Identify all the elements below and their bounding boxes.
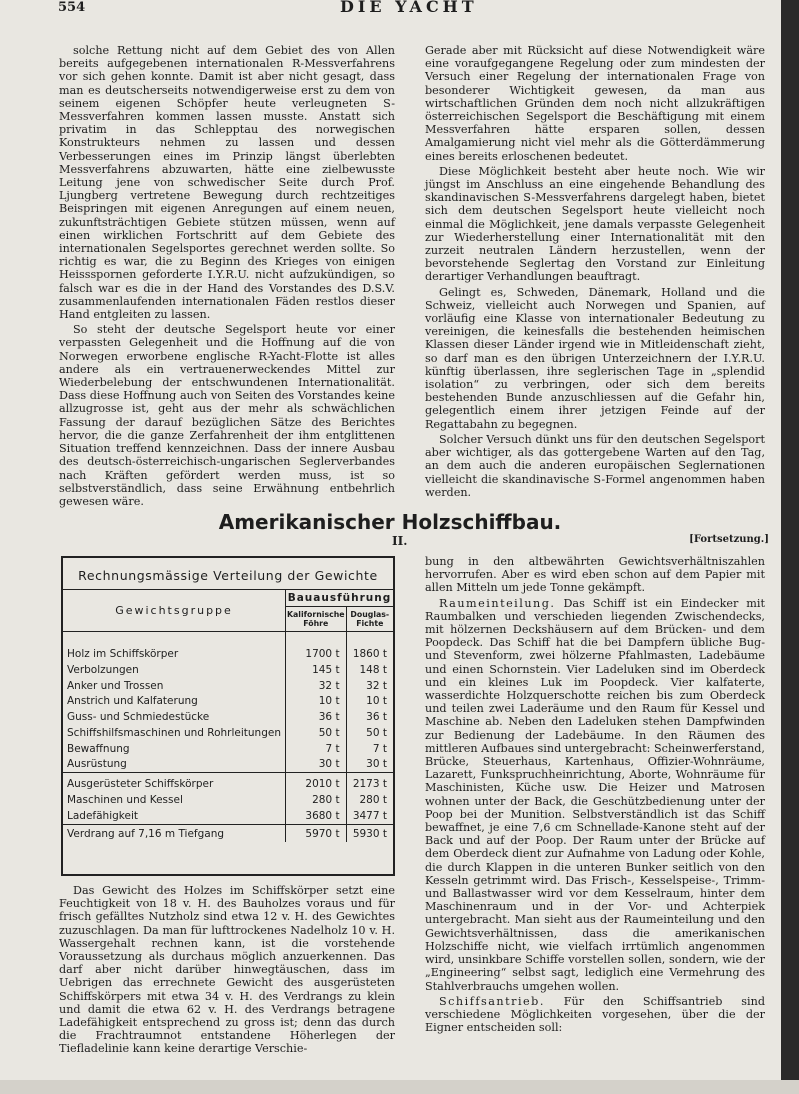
paragraph (425, 995, 765, 1035)
value-douglas-fir: 2173 t (346, 773, 393, 792)
table-row (63, 757, 393, 773)
journal-title: DIE YACHT (340, 0, 478, 16)
value-douglas-fir: 1860 t (346, 632, 393, 662)
value-douglas-fir: 32 t (346, 678, 393, 694)
row-label: Ausgerüsteter Schiffskörper (63, 773, 286, 792)
value-california-pine: 50 t (286, 725, 347, 741)
section-lead: Schiffsantrieb. (439, 994, 545, 1008)
column-top-left (59, 44, 395, 508)
weights-table-caption: Rechnungsmässige Verteilung der Gewichte (63, 558, 393, 590)
weights-sum-rows (63, 773, 393, 824)
row-label: Schiffshilfsmaschinen und Rohrleitungen (67, 726, 281, 739)
column-bottom-right (425, 555, 765, 1034)
value-california-pine: 7 t (286, 741, 347, 757)
value-douglas-fir: 30 t (346, 757, 393, 773)
value-douglas-fir: 3477 t (346, 808, 393, 824)
table-row (63, 792, 393, 808)
paragraph: solche Rettung nicht auf dem Gebiet des von Allen bereits aufgegebenen internationalen R-Messverfahrens vor sich gehen konnte. Damit ist aber nicht gesagt, dass man es deutscherseits notwendigerweise erst zu dem von seinem eigenen Schöpfer heute verleugneten S-Messverfahren kommen lassen musste. Anstatt sich privatim in das Schlepptau des norwegischen Konstrukteurs nehmen zu lassen und dessen Verbesserungen eines im Prinzip längst überlebten Messverfahrens abzuwarten, hätte eine zielbewusste Leitung jene von schwedischer Seite durch Prof. Ljungberg vertretene Bewegung durch rechtzeitiges Beispringen mit eigenen Anregungen auf einem neuen, zukunftsträchtigen Gebiete stützen müssen, wenn auf einen wirklichen Fortschritt auf dem Gebiete des internationalen Segelsportes gerechnet werden sollte. So richtig es war, die zu Beginn des Krieges von einigen Heissspornen geforderte I.Y.R.U. nicht aufzukündigen, so falsch war es die in der Hand des Vorstandes des D.S.V. zusammenlaufenden internationalen Fäden restlos dieser Hand entgleiten zu lassen. (59, 44, 395, 322)
row-label: Anstrich und Kalfaterung (67, 695, 198, 708)
paragraph (425, 555, 765, 595)
row-label: Ausrüstung (67, 758, 127, 771)
value-douglas-fir: 5930 t (346, 824, 393, 841)
column-top-right (425, 44, 765, 499)
value-california-pine: 5970 t (286, 824, 347, 841)
group-header: Gewichtsgruppe (63, 590, 286, 632)
row-label: Ladefähigkeit (67, 809, 138, 822)
page-number: 554 (58, 0, 86, 15)
table-row (63, 678, 393, 694)
subheader-douglas-fir: Douglas-Fichte (346, 607, 393, 632)
paragraph-text: bung in den altbewährten Gewichtsverhältniszahlen hervorrufen. Aber es wird eben schon auf dem Papier mit allen Mitteln um jede Tonne gekämpft. (425, 555, 765, 595)
running-head (0, 0, 780, 16)
value-california-pine: 280 t (286, 792, 347, 808)
paragraph: Gerade aber mit Rücksicht auf diese Notwendigkeit wäre eine voraufgegangene Regelung oder zum mindesten der Versuch einer Regelung der internationalen Frage von besonderer Wichtigkeit gewesen, da man aus wirtschaftlichen Gründen dem noch nicht allzukräftigen österreichischen Segelsport die Beschäftigung mit einem Messverfahren hätte ersparen sollen, dessen Amalgamierung nicht viel mehr als die Götterdämmerung eines bereits erloschenen bedeutet. (425, 44, 765, 163)
weights-main-rows (63, 632, 393, 773)
value-douglas-fir: 36 t (346, 709, 393, 725)
continuation-note: [Fortsetzung.] (689, 534, 769, 545)
row-label: Verbolzungen (67, 663, 139, 676)
table-row (63, 693, 393, 709)
value-california-pine: 36 t (286, 709, 347, 725)
value-california-pine: 145 t (286, 662, 347, 678)
value-california-pine: 32 t (286, 678, 347, 694)
value-california-pine: 30 t (286, 757, 347, 773)
value-california-pine: 1700 t (286, 632, 347, 662)
table-row (63, 632, 393, 662)
weights-table-box (61, 556, 395, 876)
paragraph: Gelingt es, Schweden, Dänemark, Holland und die Schweiz, vielleicht auch Norwegen und Spanien, auf vorläufig eine Klasse von internationaler Bedeutung zu vereinigen, die keinesfalls die bestehenden heimischen Klassen dieser Länder irgend wie in Mitleidenschaft zieht, so darf man es den übrigen Unterzeichnern der I.Y.R.U. künftig überlassen, ihre seglerischen Tage in „splendid isolation“ zu verbringen, oder sich dem bereits bestehenden Bunde anzuschliessen auf die Gefahr hin, gelegentlich einem ihrer jetzigen Feinde auf der Regattabahn zu begegnen. (425, 285, 765, 431)
weights-table-header-row (63, 590, 393, 607)
weights-table (63, 590, 393, 842)
article-title: Amerikanischer Holzschiffbau. (218, 510, 562, 534)
row-label: Anker und Trossen (67, 679, 164, 692)
value-douglas-fir: 148 t (346, 662, 393, 678)
value-douglas-fir: 280 t (346, 792, 393, 808)
row-label: Maschinen und Kessel (67, 794, 183, 807)
column-bottom-left (59, 884, 395, 1056)
row-label: Verdrang auf 7,16 m Tiefgang (63, 824, 286, 841)
table-row (63, 709, 393, 725)
row-label: Guss- und Schmiedestücke (67, 711, 210, 724)
subheader-california-pine: Kalifornische Föhre (286, 607, 347, 632)
row-label: Bewaffnung (67, 742, 130, 755)
value-douglas-fir: 50 t (346, 725, 393, 741)
table-row (63, 773, 393, 792)
value-california-pine: 3680 t (286, 808, 347, 824)
paragraph (425, 597, 765, 993)
value-douglas-fir: 7 t (346, 741, 393, 757)
value-california-pine: 10 t (286, 693, 347, 709)
row-label: Holz im Schiffskörper (67, 648, 179, 660)
value-california-pine: 2010 t (286, 773, 347, 792)
value-douglas-fir: 10 t (346, 693, 393, 709)
paragraph: Diese Möglichkeit besteht aber heute noch. Wie wir jüngst im Anschluss an eine eingehende Behandlung des skandinavischen S-Messverfahrens dargelegt haben, bietet sich dem deutschen Segelsport heute vielleicht noch einmal die Möglichkeit, jene damals verpasste Gelegenheit zur Wiederherstellung einer Internationalität mit den zurzeit neutralen Ländern herzustellen, wenn der bevorstehende Seglertag den Vorstand zur Einleitung derartiger Verhandlungen beauftragt. (425, 164, 765, 284)
paragraph-text: Für den Schiffsantrieb sind verschiedene Möglichkeiten vorgesehen, über die der Eigner entscheiden soll: (425, 994, 765, 1035)
construction-header: Bauausführung (286, 590, 394, 607)
section-lead: Raumeinteilung. (439, 596, 556, 610)
table-row (63, 824, 393, 841)
table-row (63, 725, 393, 741)
paragraph: Solcher Versuch dünkt uns für den deutschen Segelsport aber wichtiger, als das gottergebene Warten auf den Tag, an dem auch die anderen europäischen Seglernationen vielleicht die skandinavische S-Formel angenommen haben werden. (425, 432, 765, 499)
table-row (63, 741, 393, 757)
scan-edge-bottom (0, 1080, 799, 1094)
table-row (63, 808, 393, 824)
paragraph: So steht der deutsche Segelsport heute vor einer verpassten Gelegenheit und die Hoffnung auf die von Norwegen erworbene englische R-Yacht-Flotte ist alles andere als ein vertrauenerweckendes Mittel zur Wiederbelebung der entschwundenen Internationalität. Dass diese Hoffnung auch von Seiten des Vorstandes keine allzugrosse ist, geht aus der mehr als schwächlichen Fassung der darauf bezüglichen Sätze des Berichtes hervor, die die ganze Zerfahrenheit der ihm entglittenen Situation treffend kennzeichnen. Dass der innere Ausbau des deutsch-österreichisch-ungarischen Seglerverbandes nach Kräften gefördert werden muss, ist so selbstverständlich, dass seine Erwähnung entbehrlich gewesen wäre. (59, 323, 395, 508)
table-row (63, 662, 393, 678)
paragraph-text: Das Schiff ist ein Eindecker mit Raumbalken und verschieden liegenden Zwischendecks, mit hölzernen Deckshäusern auf dem Brücken- und dem Poopdeck. Das Schiff hat die bei Dampfern übliche Bug- und Stevenform, zwei hölzerne Pfahlmasten, Ladebäume und einen Schornstein. Vier Ladeluken sind im Oberdeck und ein kleines Luk im Poopdeck. Vier kalfaterte, wasserdichte Holzquerschotte reichen bis zum Oberdeck und teilen zwei Laderäume und den Raum für Kessel und Maschine ab. Neben den Ladeluken stehen Dampfwinden zur Bedienung der Ladebäume. In den Räumen des mittleren Aufbaues sind untergebracht: Scheinwerferstand, Brücke, Steuerhaus, Kartenhaus, Offizier-Wohnräume, Lazarett, Funkspruchheinrichtung, Aborte, Wohnräume für Maschinisten, Küche usw. Die Heizer und Matrosen wohnen unter der Back, die Geschützbedienung unter der Poop bei der Munition. Selbstverständlich ist das Schiff bewaffnet, je eine 7,6 cm Schnellade-Kanone steht auf der Back und auf der Poop. Der Raum unter der Brücke auf dem Oberdeck dient zur Aufnahme von Ladung oder Kohle, die durch Klappen in die unteren Bunker seitlich von den Kesseln getrimmt wird. Das Frisch-, Kesselspeise-, Trimm- und Ballastwasser wird vor dem Kesselraum, hinter dem Maschinenraum und in der Vor- und Achterpiek untergebracht. Man sieht aus der Raumeinteilung und den Gewichtsverhältnissen, dass die amerikanischen Holzschiffe nicht, wie vielfach irrtümlich angenommen wird, unsinkbare Schiffe vorstellen sollen, sondern, wie der „Engineering“ selbst sagt, lediglich eine Vermehrung des Stahlverbrauchs umgehen wollen. (425, 596, 765, 993)
article-part: II. (392, 534, 408, 548)
weights-total-rows (63, 824, 393, 841)
paragraph: Das Gewicht des Holzes im Schiffskörper setzt eine Feuchtigkeit von 18 v. H. des Bauholzes voraus und für frisch gefälltes Nutzholz sind etwa 12 v. H. des Gewichtes zuzuschlagen. Da man für lufttrockenes Nadelholz 10 v. H. Wassergehalt rechnen kann, ist die vorstehende Voraussetzung als durchaus möglich anzuerkennen. Das darf aber nicht darüber hinwegtäuschen, dass im Uebrigen das errechnete Gewicht des ausgerüsteten Schiffskörpers mit etwa 34 v. H. des Verdrangs zu klein und damit die etwa 62 v. H. des Verdrangs betragene Ladefähigkeit entsprechend zu gross ist; denn das durch die Frachtraumnot entstandene Höherlegen der Tiefladelinie kann keine derartige Verschie- (59, 884, 395, 1056)
scan-edge-right (781, 0, 799, 1094)
